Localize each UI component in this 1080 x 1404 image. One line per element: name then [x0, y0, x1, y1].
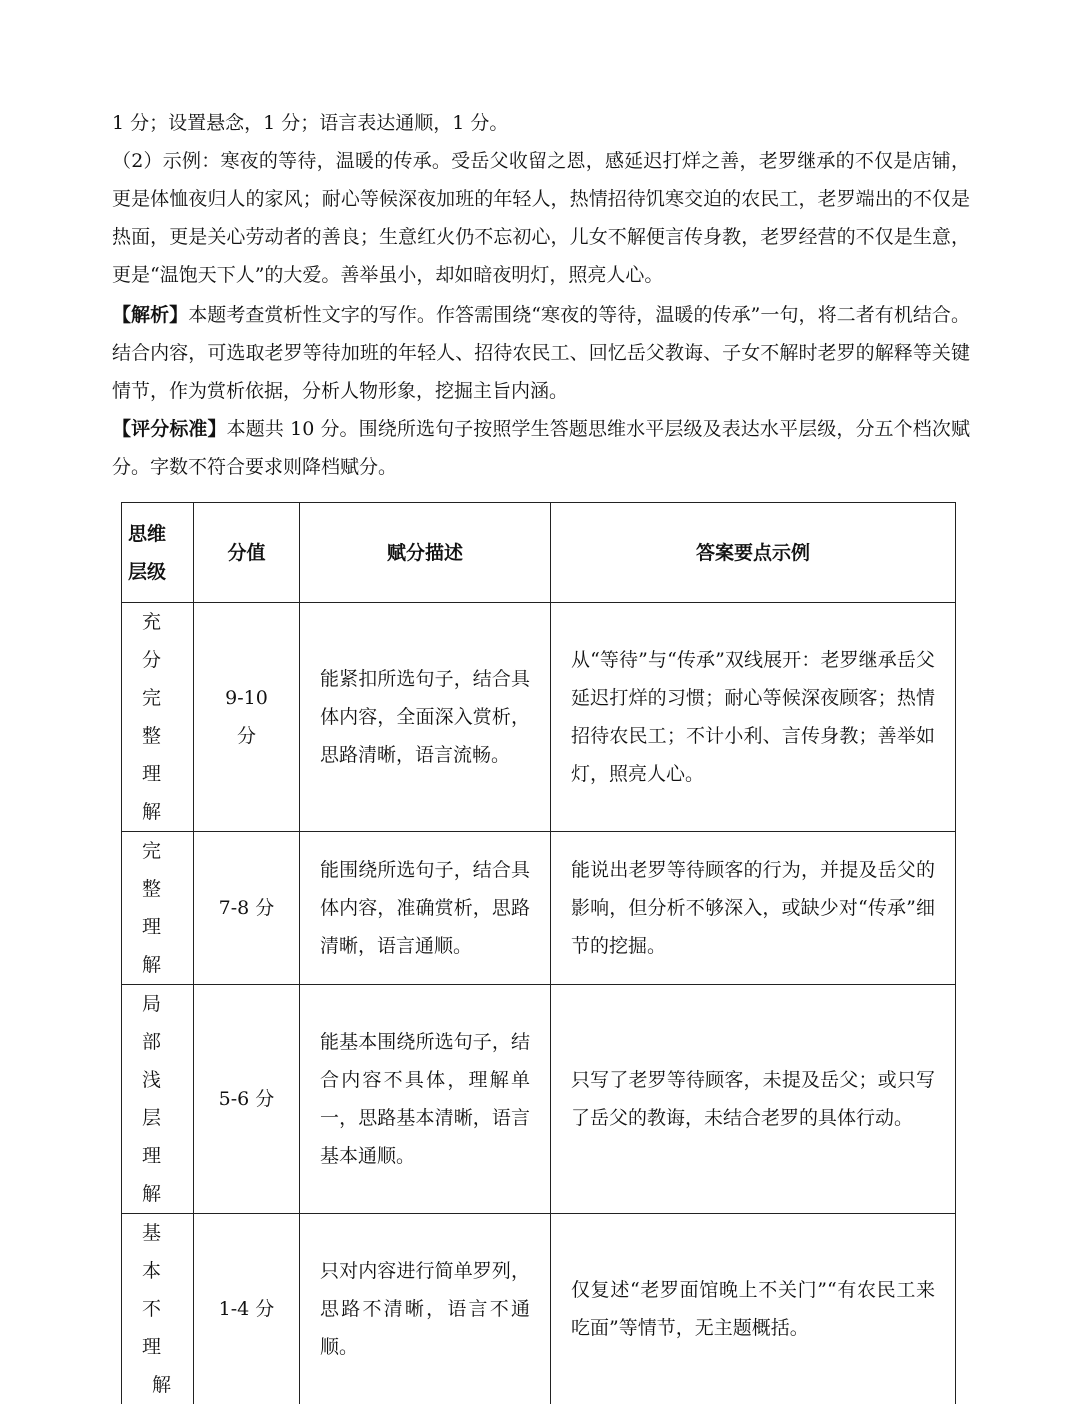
level-cell: 完整 理解: [122, 832, 194, 985]
description-cell: 能围绕所选句子，结合具体内容，准确赏析，思路清晰，语言通顺。: [300, 832, 551, 985]
score-cell: 5-6 分: [194, 985, 300, 1214]
analysis-paragraph: [112, 296, 970, 410]
level-cell: 充分 完整 理解: [122, 603, 194, 832]
table-row: [122, 832, 956, 985]
description-cell: 能紧扣所选句子，结合具体内容，全面深入赏析，思路清晰，语言流畅。: [300, 603, 551, 832]
analysis-text: 本题考查赏析性文字的写作。作答需围绕“寒夜的等待，温暖的传承”一句，将二者有机结合。结合内容，可选取老罗等待加班的年轻人、招待农民工、回忆岳父教诲、子女不解时老罗的解释等关键情节，作为赏析依据，分析人物形象，挖掘主旨内涵。: [112, 304, 970, 402]
description-cell: 只对内容进行简单罗列，思路不清晰，语言不通顺。: [300, 1214, 551, 1404]
example-cell: 只写了老罗等待顾客，未提及岳父；或只写了岳父的教诲，未结合老罗的具体行动。: [551, 985, 956, 1214]
score-cell: 1-4 分: [194, 1214, 300, 1404]
level-cell: 基本 不理 解: [122, 1214, 194, 1404]
grading-criteria-text: 本题共 10 分。围绕所选句子按照学生答题思维水平层级及表达水平层级，分五个档次赋分。字数不符合要求则降档赋分。: [112, 418, 970, 478]
level-cell: 局部 浅层 理解: [122, 985, 194, 1214]
rubric-table: [121, 502, 956, 1404]
header-level: 思维 层级: [122, 503, 194, 603]
table-row: [122, 985, 956, 1214]
grading-criteria-label: 【评分标准】: [112, 418, 227, 440]
example-cell: 仅复述“老罗面馆晚上不关门”“有农民工来吃面”等情节，无主题概括。: [551, 1214, 956, 1404]
example-cell: 从“等待”与“传承”双线展开：老罗继承岳父延迟打烊的习惯；耐心等候深夜顾客；热情招待农民工；不计小利、言传身教；善举如灯，照亮人心。: [551, 603, 956, 832]
table-row: [122, 1214, 956, 1404]
example-cell: 能说出老罗等待顾客的行为，并提及岳父的影响，但分析不够深入，或缺少对“传承”细节的挖掘。: [551, 832, 956, 985]
header-example: 答案要点示例: [551, 503, 956, 603]
table-row: [122, 603, 956, 832]
grading-criteria-paragraph: [112, 410, 970, 486]
header-score: 分值: [194, 503, 300, 603]
description-cell: 能基本围绕所选句子，结合内容不具体，理解单一，思路基本清晰，语言基本通顺。: [300, 985, 551, 1214]
table-header-row: [122, 503, 956, 603]
score-cell: 7-8 分: [194, 832, 300, 985]
analysis-label: 【解析】: [112, 304, 188, 326]
scoring-line-continued: 1 分；设置悬念，1 分；语言表达通顺，1 分。: [112, 104, 970, 142]
sample-answer-paragraph: （2）示例：寒夜的等待，温暖的传承。受岳父收留之恩，感延迟打烊之善，老罗继承的不仅是店铺，更是体恤夜归人的家风；耐心等候深夜加班的年轻人，热情招待饥寒交迫的农民工，老罗端出的不仅是热面，更是关心劳动者的善良；生意红火仍不忘初心，儿女不解便言传身教，老罗经营的不仅是生意，更是“温饱天下人”的大爱。善举虽小，却如暗夜明灯，照亮人心。: [112, 142, 970, 294]
header-description: 赋分描述: [300, 503, 551, 603]
score-cell: 9-10 分: [194, 603, 300, 832]
